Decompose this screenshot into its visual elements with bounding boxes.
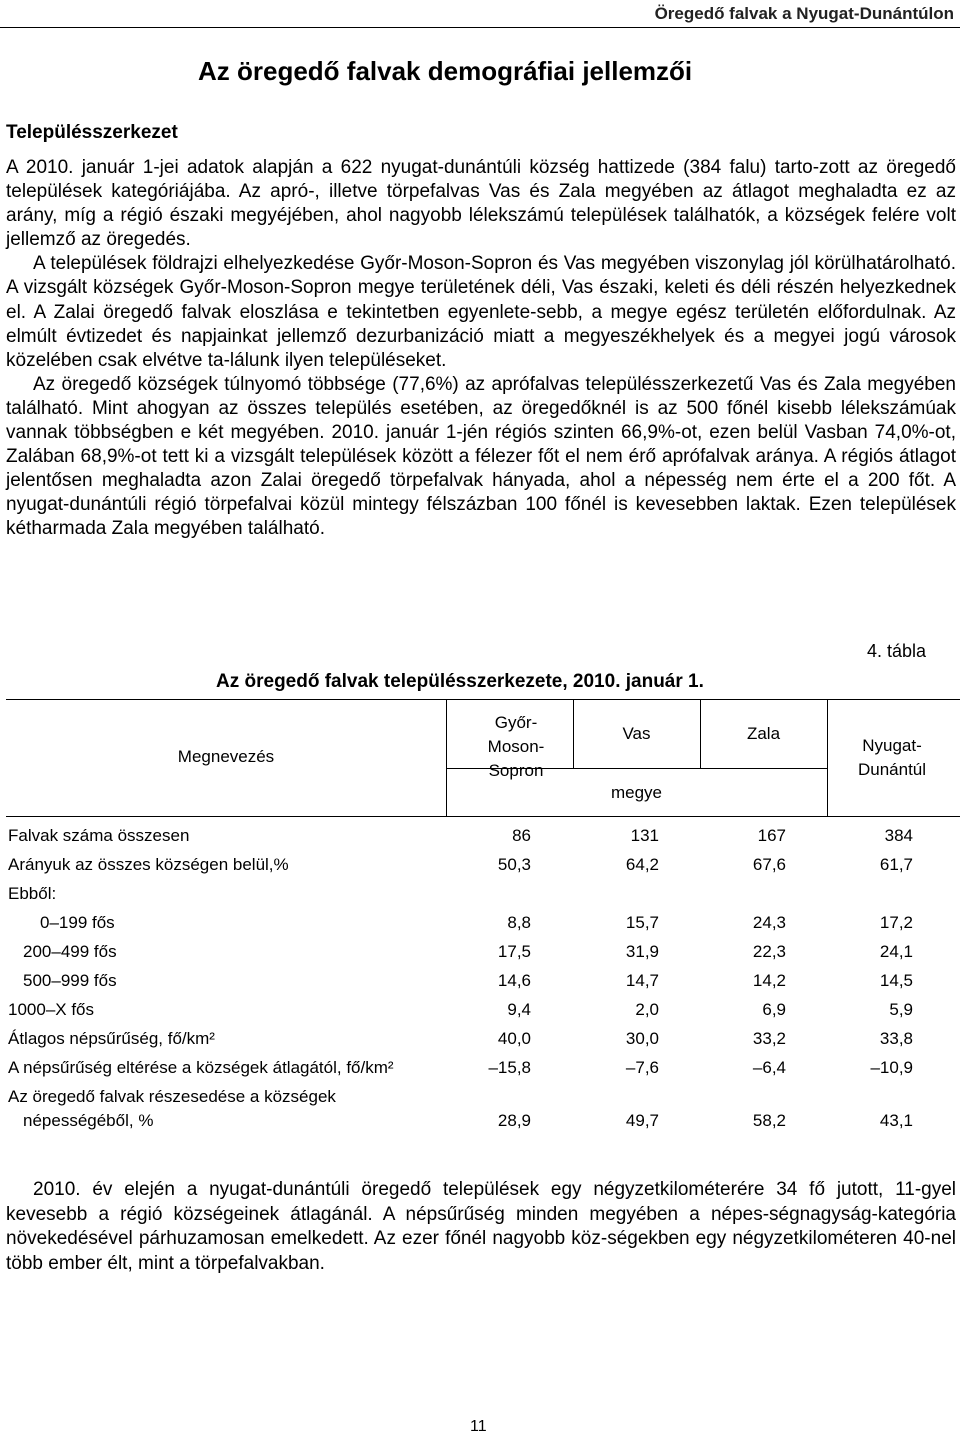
row-label: népességéből, %: [23, 1111, 154, 1130]
body-text-bottom: [6, 1178, 956, 1276]
row-label: A népsűrűség eltérése a községek átlagától, fő/km²: [8, 1058, 394, 1077]
cell: 167: [757, 826, 786, 845]
table-row: [6, 1109, 960, 1133]
header-megye: megye: [610, 783, 663, 802]
table-row: [6, 882, 960, 906]
cell: 86: [512, 826, 531, 845]
cell: –7,6: [625, 1058, 659, 1077]
row-label: 200–499 fős: [23, 942, 117, 961]
row-label: Az öregedő falvak részesedése a községek: [8, 1087, 336, 1106]
paragraph: A 2010. január 1-jei adatok alapján a 622 nyugat-dunántúli község hattizede (384 falu) tarto-zott az öregedő települések kategóriájába. Az apró-, illetve törpefalvas Vas és Zala megyében az átlagot meghaladta ez az arány, míg a régió északi megyéjében, ahol nagyobb lélekszámú települések találhatók, a községek felére volt jellemző az öregedés.: [6, 157, 956, 251]
cell: 33,2: [752, 1029, 786, 1048]
cell: 49,7: [625, 1111, 659, 1130]
table-row: [6, 1056, 960, 1080]
header-bottom-rule: [6, 816, 960, 817]
cell: 9,4: [507, 1000, 531, 1019]
table-row: [6, 940, 960, 964]
row-label: 0–199 fős: [40, 913, 115, 932]
cell: 2,0: [635, 1000, 659, 1019]
row-label: 500–999 fős: [23, 971, 117, 990]
table-row: [6, 824, 960, 848]
cell: 64,2: [625, 855, 659, 874]
row-label: Arányuk az összes községen belül,%: [8, 855, 289, 874]
row-label: Ebből:: [8, 884, 57, 903]
row-label: 1000–X fős: [8, 1000, 95, 1019]
cell: 67,6: [752, 855, 786, 874]
cell: 24,1: [879, 942, 913, 961]
body-text-top: [6, 156, 956, 542]
cell: 17,5: [497, 942, 531, 961]
running-header: Öregedő falvak a Nyugat-Dunántúlon: [654, 4, 954, 23]
header-rule: [0, 27, 960, 28]
data-table: [6, 699, 960, 1139]
header-megnevezes: Megnevezés: [177, 747, 275, 766]
cell: 14,2: [752, 971, 786, 990]
section-heading: Településszerkezet: [6, 122, 178, 143]
cell: 58,2: [752, 1111, 786, 1130]
cell: –15,8: [488, 1058, 531, 1077]
cell: 14,7: [625, 971, 659, 990]
row-label: Falvak száma összesen: [8, 826, 190, 845]
header-gyms: Győr-Moson-Sopron: [487, 713, 545, 780]
cell: 28,9: [497, 1111, 531, 1130]
cell: –10,9: [870, 1058, 913, 1077]
table-row: [6, 969, 960, 993]
cell: 43,1: [879, 1111, 913, 1130]
cell: 30,0: [625, 1029, 659, 1048]
row-label: Átlagos népsűrűség, fő/km²: [8, 1029, 215, 1048]
cell: 61,7: [879, 855, 913, 874]
cell: 6,9: [762, 1000, 786, 1019]
paragraph: 2010. év elején a nyugat-dunántúli öregedő települések egy négyzetkilométerére 34 fő jutott, 11-gyel kevesebb a régió községeinek átlagánál. A népsűrűség minden megyében a népes-ségnagyság-kategória növekedésével párhuzamosan emelkedett. Az ezer főnél nagyobb köz-ségekben egy négyzetkilométeren 40-nel több ember élt, mint a törpefalvakban.: [6, 1179, 956, 1274]
page-number: 11: [470, 1418, 487, 1435]
cell: 40,0: [497, 1029, 531, 1048]
table-row: [6, 1027, 960, 1051]
header-region: Nyugat-Dunántúl: [857, 736, 927, 779]
header-vas: Vas: [622, 724, 651, 743]
paragraph: Az öregedő községek túlnyomó többsége (77,6%) az aprófalvas településszerkezetű Vas és Zala megyében található. Mint ahogyan az összes település esetében, az öregedőknél is az 500 főnél kisebb lélekszámúak vannak többségben e két megyében. 2010. január 1-jén régiós szinten 66,9%-ot, ezen belül Vasban 74,0%-ot, Zalában 68,9%-ot tett ki a vizsgált települések között a félezer főt el nem érő aprófalvak aránya. A régiós átlagot jelentősen meghaladta azon Zalai öregedő törpefalvak hányada, ahol a népesség nem érte el a 200 főt. A nyugat-dunántúli régió törpefalvai közül mintegy félszázban 100 főnél is kevesebben laktak. Ezen települések kétharmada Zala megyében található.: [6, 373, 956, 540]
table-row: [6, 911, 960, 935]
cell: 33,8: [879, 1029, 913, 1048]
table-number: 4. tábla: [866, 641, 926, 661]
table-divider: [827, 699, 828, 816]
cell: 131: [630, 826, 659, 845]
table-title: Az öregedő falvak településszerkezete, 2010. január 1.: [216, 671, 704, 692]
table-row: [6, 998, 960, 1022]
page-title: Az öregedő falvak demográfiai jellemzői: [198, 56, 693, 86]
table-top-rule: [6, 699, 960, 700]
cell: 50,3: [497, 855, 531, 874]
cell: 384: [884, 826, 913, 845]
table-row: [6, 853, 960, 877]
table-row: [6, 1085, 960, 1109]
cell: 14,5: [879, 971, 913, 990]
cell: 5,9: [889, 1000, 913, 1019]
cell: 24,3: [752, 913, 786, 932]
cell: 8,8: [507, 913, 531, 932]
cell: 15,7: [625, 913, 659, 932]
cell: 22,3: [752, 942, 786, 961]
cell: 17,2: [879, 913, 913, 932]
cell: 14,6: [497, 971, 531, 990]
paragraph: A települések földrajzi elhelyezkedése Győr-Moson-Sopron és Vas megyében viszonylag jól körülhatárolható. A vizsgált községek Győr-Moson-Sopron megye területének déli, Vas északi, keleti és déli részén helyezkednek el. A Zalai öregedő falvak eloszlása e tekintetben egyenlete-sebb, a megye egész területén előfordulnak. Az elmúlt évtizedet és napjainkat jellemző dezurbanizáció miatt a megyeszékhelyek és a megyei jogú városok közelében csak elvétve ta-lálunk ilyen településeket.: [6, 253, 956, 371]
cell: 31,9: [625, 942, 659, 961]
header-zala: Zala: [746, 724, 781, 743]
cell: –6,4: [752, 1058, 786, 1077]
